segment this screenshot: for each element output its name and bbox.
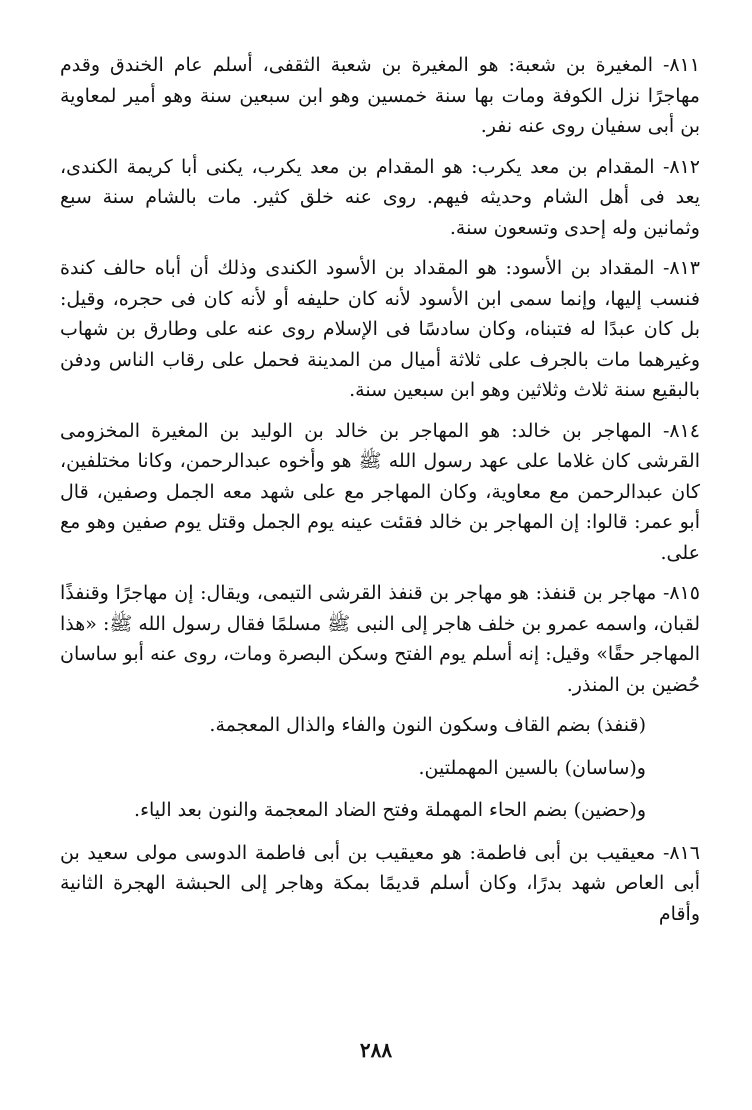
note-hudain: و(حضين) بضم الحاء المهملة وفتح الضاد المعجمة والنون بعد الياء.	[134, 799, 646, 821]
document-page	[60, 50, 700, 1050]
entry-814: ٨١٤- المهاجر بن خالد: هو المهاجر بن خالد بن الوليد بن المغيرة المخزومى القرشى كان غلاما على عهد رسول الله ﷺ هو وأخوه عبدالرحمن، وكانا مختلفين، كان عبدالرحمن مع معاوية، وكان المهاجر مع على شهد معه الجمل وصفين، قال أبو عمر: قالوا: إن المهاجر بن خالد فقئت عينه يوم الجمل وقتل يوم صفين وهو مع على.	[60, 419, 700, 564]
note-sasan: و(ساسان) بالسين المهملتين.	[418, 756, 646, 779]
entry-811: ٨١١- المغيرة بن شعبة: هو المغيرة بن شعبة الثقفى، أسلم عام الخندق وقدم مهاجرًا نزل الكوفة ومات بها سنة خمسين وهو ابن سبعين سنة وهو أمير لمعاوية بن أبى سفيان روى عنه نفر.	[60, 54, 700, 137]
entry-816: ٨١٦- معيقيب بن أبى فاطمة: هو معيقيب بن أبى فاطمة الدوسى مولى سعيد بن أبى العاص شهد بدرًا، وكان أسلم قديمًا بمكة وهاجر إلى الحبشة الهجرة الثانية وأقام	[60, 841, 700, 925]
entry-812: ٨١٢- المقدام بن معد يكرب: هو المقدام بن معد يكرب، يكنى أبا كريمة الكندى، يعد فى أهل الشام وحديثه فيهم. روى عنه خلق كثير. مات بالشام سنة سبع وثمانين وله إحدى وتسعون سنة.	[60, 155, 700, 239]
entry-813: ٨١٣- المقداد بن الأسود: هو المقداد بن الأسود الكندى وذلك أن أباه حالف كندة فنسب إليها، وإنما سمى ابن الأسود لأنه كان حليفه أو لأنه كان فى حجره، وقيل: بل كان عبدًا له فتبناه، وكان سادسًا فى الإسلام روى عنه على وطارق بن شهاب وغيرهما مات بالجرف على ثلاثة أميال من المدينة فحمل على رقاب الناس ودفن بالبقيع سنة ثلاث وثلاثين وهو ابن سبعين سنة.	[60, 257, 700, 401]
note-qunfudh: (قنفذ) بضم القاف وسكون النون والفاء والذال المعجمة.	[209, 714, 646, 736]
page-number: ٢٨٨	[359, 1038, 393, 1062]
entry-815: ٨١٥- مهاجر بن قنفذ: هو مهاجر بن قنفذ القرشى التيمى، ويقال: إن مهاجرًا وقنفذًا لقبان، واسمه عمرو بن خلف هاجر إلى النبى ﷺ مسلمًا فقال رسول الله ﷺ: «هذا المهاجر حقًا» وقيل: إنه أسلم يوم الفتح وسكن البصرة ومات، روى عنه أبو ساسان حُضين بن المنذر.	[60, 582, 700, 696]
